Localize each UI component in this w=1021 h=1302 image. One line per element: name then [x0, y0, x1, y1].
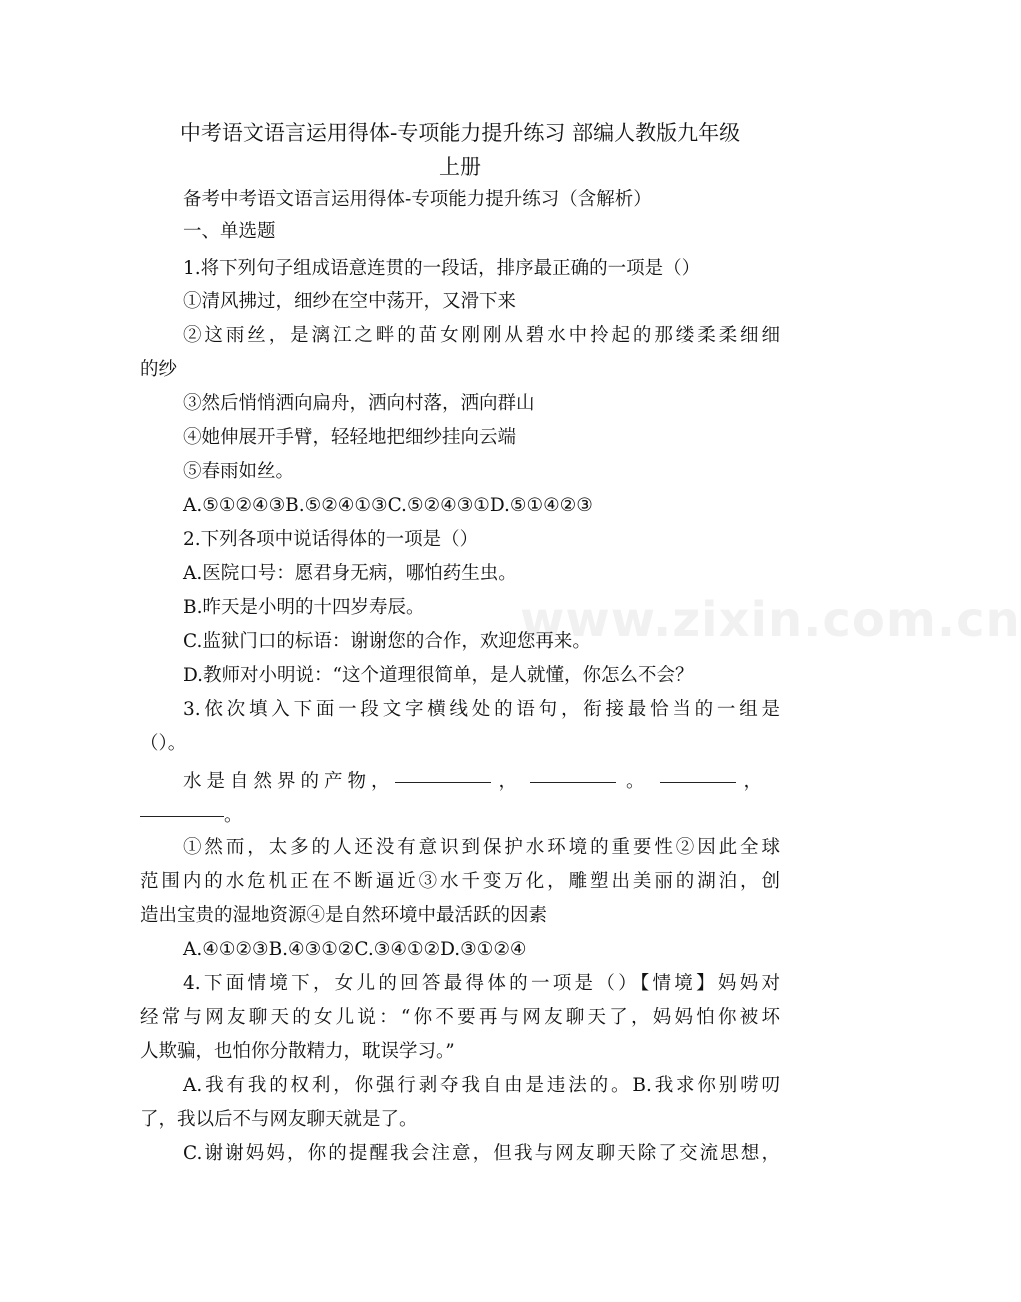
question-2-option-b: B.昨天是小明的十四岁寿辰。 [183, 597, 425, 618]
section-heading: 一、单选题 [183, 221, 276, 242]
question-4-stem-line-3: 人欺骗，也怕你分散精力，耽误学习。” [140, 1041, 455, 1062]
question-3-passage-cont [140, 800, 780, 832]
question-1-sentence-4: ④她伸展开手臂，轻轻地把细纱挂向云端 [183, 427, 517, 448]
question-3-comma-1: ， [498, 771, 523, 792]
question-4-options-ab: A.我有我的权利，你强行剥夺我自由是违法的。B.我求你别唠叨 [183, 1075, 780, 1096]
question-2-option-c: C.监狱门口的标语：谢谢您的合作，欢迎您再来。 [183, 631, 591, 652]
question-1-sentence-1: ①清风拂过，细纱在空中荡开，又滑下来 [183, 291, 517, 312]
subtitle: 备考中考语文语言运用得体-专项能力提升练习（含解析） [183, 189, 652, 210]
question-3-stem: 3.依次填入下面一段文字横线处的语句，衔接最恰当的一组是 [183, 699, 780, 720]
question-4-stem-line-2: 经常与网友聊天的女儿说：“你不要再与网友聊天了，妈妈怕你被坏 [140, 1007, 780, 1028]
question-3-choices-line-3: 造出宝贵的湿地资源④是自然环境中最活跃的因素 [140, 905, 548, 926]
fill-blank-4 [140, 815, 224, 817]
question-3-comma-2: ， [743, 771, 768, 792]
fill-blank-2 [530, 781, 616, 783]
question-3-choices-line-1: ①然而，太多的人还没有意识到保护水环境的重要性②因此全球 [183, 837, 780, 858]
question-2-stem: 2.下列各项中说话得体的一项是（） [183, 529, 479, 550]
question-4-options-ab-cont: 了，我以后不与网友聊天就是了。 [140, 1109, 418, 1130]
question-2-option-d: D.教师对小明说：“这个道理很简单，是人就懂，你怎么不会？ [183, 665, 694, 686]
question-1-stem: 1.将下列句子组成语意连贯的一段话，排序最正确的一项是（） [183, 258, 701, 279]
watermark-logo: www.zixin.com.cn [520, 592, 1021, 648]
question-3-passage-start: 水是自然界的产物， [183, 771, 395, 792]
question-3-options: A.④①②③B.④③①②C.③④①②D.③①②④ [183, 939, 527, 960]
question-3-choices-line-2: 范围内的水危机正在不断逼近③水千变万化，雕塑出美丽的湖泊，创 [140, 871, 780, 892]
question-4-option-c: C.谢谢妈妈，你的提醒我会注意，但我与网友聊天除了交流思想， [183, 1143, 780, 1164]
question-1-options: A.⑤①②④③B.⑤②④①③C.⑤②④③①D.⑤①④②③ [183, 495, 593, 516]
question-1-sentence-5: ⑤春雨如丝。 [183, 461, 295, 482]
question-2-option-a: A.医院口号：愿君身无病，哪怕药生虫。 [183, 563, 517, 584]
question-3-stem-cont: （）。 [140, 733, 187, 754]
fill-blank-1 [395, 781, 491, 783]
document-title-line-1: 中考语文语言运用得体-专项能力提升练习 部编人教版九年级 [179, 121, 741, 145]
document-title-line-2: 上册 [439, 155, 481, 179]
question-4-stem-line-1: 4.下面情境下，女儿的回答最得体的一项是（）【情境】妈妈对 [183, 973, 780, 994]
question-1-sentence-2-cont: 的纱 [140, 359, 178, 380]
fill-blank-3 [660, 781, 736, 783]
question-1-sentence-3: ③然后悄悄洒向扁舟，洒向村落，洒向群山 [183, 393, 535, 414]
question-1-sentence-2: ②这雨丝，是漓江之畔的苗女刚刚从碧水中拎起的那缕柔柔细细 [183, 325, 780, 346]
question-3-period: 。 [626, 771, 650, 792]
question-3-passage [183, 766, 780, 798]
question-3-end-period: 。 [224, 805, 243, 826]
